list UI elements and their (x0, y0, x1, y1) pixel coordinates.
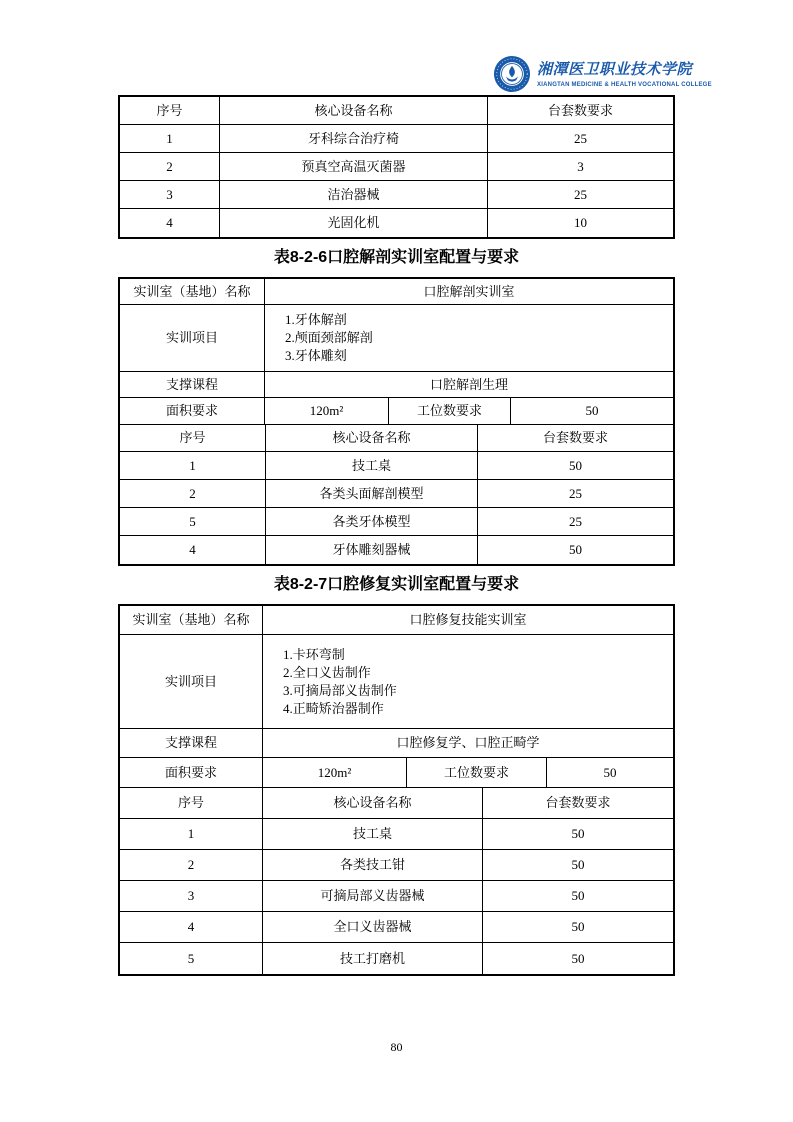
qty-cell: 25 (569, 485, 582, 501)
device-cell: 各类牙体模型 (266, 508, 478, 535)
project-item: 2.颅面颈部解剖 (285, 330, 373, 345)
table-row (120, 912, 673, 943)
seq-cell: 1 (120, 819, 263, 849)
room-name-cell: 口腔解剖实训室 (423, 283, 515, 299)
table-title-8-2-6: 表8-2-6口腔解剖实训室配置与要求 (273, 249, 520, 266)
equipment-table-continued (118, 95, 675, 239)
device-cell: 牙体雕刻器械 (266, 536, 478, 564)
table-row (120, 850, 673, 881)
qty-cell: 50 (571, 950, 585, 966)
device-cell: 各类技工钳 (263, 850, 483, 880)
table-row (120, 181, 673, 209)
table-row (120, 508, 673, 536)
header-qty: 台套数要求 (545, 795, 611, 810)
table-8-2-6 (118, 277, 675, 566)
qty-cell: 50 (569, 457, 582, 473)
seq-cell: 5 (120, 943, 263, 974)
project-item: 2.全口义齿制作 (283, 664, 371, 680)
seq-cell: 5 (120, 508, 266, 535)
table-row (120, 819, 673, 850)
qty-cell: 25 (574, 186, 587, 202)
table-row (120, 480, 673, 508)
qty-cell: 50 (571, 888, 585, 903)
seq-cell: 4 (120, 536, 266, 564)
seq-cell: 2 (120, 153, 220, 180)
page-number: 80 (390, 1040, 403, 1054)
device-cell: 全口义齿器械 (263, 912, 483, 942)
area-row (120, 398, 673, 425)
table-row (120, 881, 673, 912)
area-label-cell: 面积要求 (120, 398, 265, 424)
projects-list-cell (265, 305, 673, 371)
project-item: 3.牙体雕刻 (285, 348, 347, 363)
table-row (120, 125, 673, 153)
project-item: 1.牙体解剖 (285, 312, 347, 327)
header-seq: 序号 (120, 97, 220, 124)
table-header-row (120, 97, 673, 125)
table-header-row (120, 788, 673, 819)
room-label-cell: 实训室（基地）名称 (120, 606, 263, 634)
college-name-en: XIANGTAN MEDICINE & HEALTH VOCATIONAL COLLEGE (537, 81, 712, 88)
qty-cell: 25 (569, 513, 582, 529)
projects-label-cell: 实训项目 (120, 305, 265, 371)
header-seq: 序号 (120, 788, 263, 818)
qty-cell: 50 (571, 919, 585, 934)
area-label-cell: 面积要求 (120, 758, 263, 787)
header-qty: 台套数要求 (542, 430, 608, 445)
room-name-cell: 口腔修复技能实训室 (409, 612, 527, 627)
seq-cell: 2 (120, 480, 266, 507)
device-cell: 可摘局部义齿器械 (263, 881, 483, 911)
header-seq: 序号 (120, 425, 266, 451)
table-title-8-2-7: 表8-2-7口腔修复实训室配置与要求 (273, 576, 520, 593)
qty-cell: 25 (574, 130, 587, 146)
seq-cell: 3 (120, 881, 263, 911)
device-cell: 牙科综合治疗椅 (220, 125, 488, 152)
header-device: 核心设备名称 (263, 788, 483, 818)
course-value-cell: 口腔解剖生理 (429, 376, 508, 392)
header-device: 核心设备名称 (220, 97, 488, 124)
project-item: 4.正畸矫治器制作 (283, 700, 384, 716)
table-row (120, 209, 673, 237)
qty-cell: 50 (569, 542, 582, 557)
course-row (120, 729, 673, 758)
project-item: 3.可摘局部义齿制作 (283, 682, 397, 698)
projects-row (120, 635, 673, 729)
table-row (120, 536, 673, 564)
header-device: 核心设备名称 (266, 425, 478, 451)
seats-label-cell: 工位数要求 (389, 398, 511, 424)
device-cell: 技工桌 (263, 819, 483, 849)
course-value-cell: 口腔修复学、口腔正畸学 (396, 735, 540, 750)
projects-label-cell: 实训项目 (120, 635, 263, 728)
seats-value-cell: 50 (585, 403, 599, 418)
device-cell: 光固化机 (220, 209, 488, 237)
table-header-row (120, 425, 673, 452)
seq-cell: 4 (120, 912, 263, 942)
course-row (120, 372, 673, 398)
header-qty: 台套数要求 (547, 102, 613, 118)
device-cell: 洁治器械 (220, 181, 488, 208)
qty-cell: 10 (574, 215, 587, 230)
table-row (120, 943, 673, 974)
device-cell: 技工打磨机 (263, 943, 483, 974)
room-name-row (120, 279, 673, 305)
area-value-cell: 120m² (263, 758, 407, 787)
course-label-cell: 支撑课程 (120, 729, 263, 757)
course-label-cell: 支撑课程 (120, 372, 265, 397)
projects-row (120, 305, 673, 372)
table-row (120, 452, 673, 480)
device-cell: 预真空高温灭菌器 (220, 153, 488, 180)
qty-cell: 3 (577, 158, 584, 174)
device-cell: 技工桌 (266, 452, 478, 479)
room-name-row (120, 606, 673, 635)
area-value-cell: 120m² (265, 398, 389, 424)
device-cell: 各类头面解剖模型 (266, 480, 478, 507)
seq-cell: 1 (120, 125, 220, 152)
area-row (120, 758, 673, 788)
document-content (118, 0, 675, 976)
seq-cell: 1 (120, 452, 266, 479)
seq-cell: 4 (120, 209, 220, 237)
project-item: 1.卡环弯制 (283, 646, 345, 662)
seq-cell: 3 (120, 181, 220, 208)
seats-value-cell: 50 (603, 764, 617, 780)
projects-list-cell (263, 635, 673, 728)
college-name-cn: 湘潭医卫职业技术学院 (537, 61, 693, 78)
seq-cell: 2 (120, 850, 263, 880)
qty-cell: 50 (571, 857, 585, 872)
table-8-2-7 (118, 604, 675, 976)
qty-cell: 50 (571, 826, 585, 841)
seats-label-cell: 工位数要求 (407, 758, 547, 787)
table-row (120, 153, 673, 181)
room-label-cell: 实训室（基地）名称 (120, 279, 265, 304)
